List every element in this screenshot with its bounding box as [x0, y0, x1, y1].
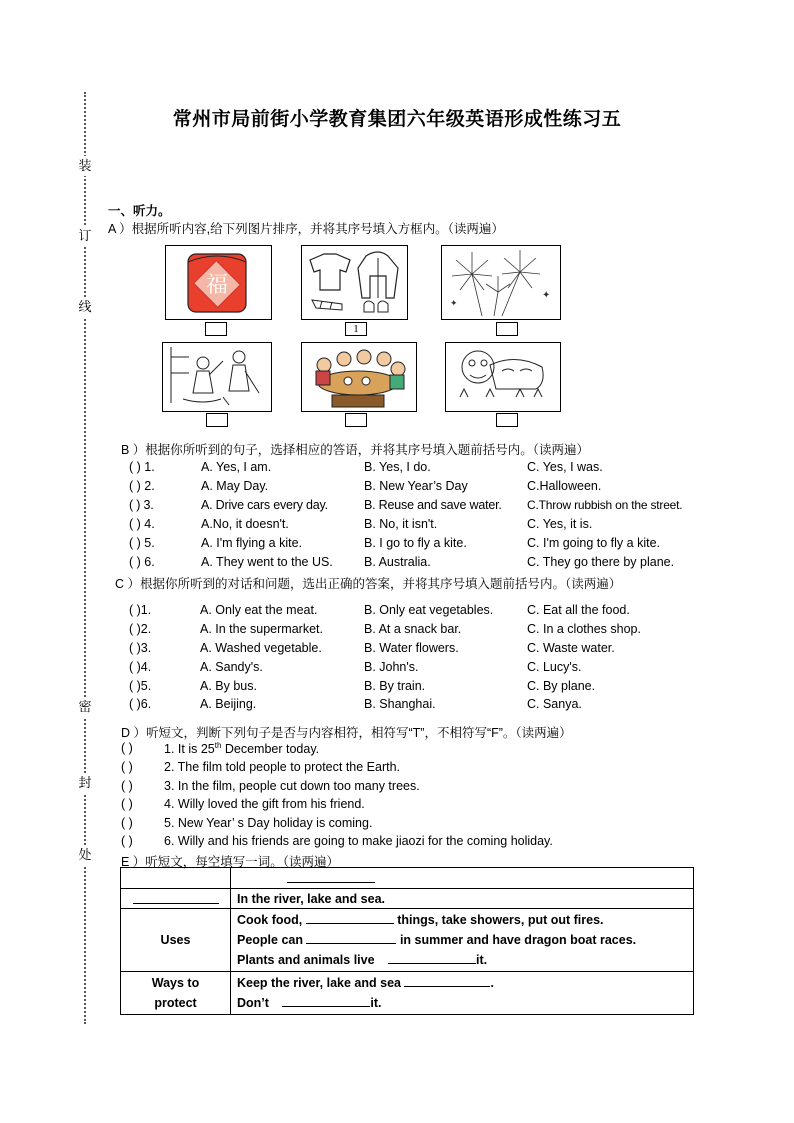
question-number[interactable]: ( )4. [129, 660, 152, 674]
ways-text: Keep the river, lake and sea [237, 976, 405, 990]
option-b: B. Reuse and save water. [364, 498, 502, 512]
svg-text:✦: ✦ [542, 290, 551, 301]
tf-statement: 6. Willy and his friends are going to make jiaozi for the coming holiday. [164, 834, 553, 848]
option-a: A. Beijing. [200, 697, 257, 711]
cleaning-house-picture [162, 342, 272, 412]
binding-char: 装 [77, 156, 93, 176]
part-e-instruction: E ）听短文，每空填写一词。（读两遍） [121, 855, 340, 869]
tf-paren[interactable]: ( ) [121, 760, 133, 774]
ways-text: Don’t [237, 996, 273, 1010]
lion-dance-icon [446, 343, 559, 410]
option-a: A. By bus. [200, 679, 257, 693]
part-d-instruction: D ）听短文，判断下列句子是否与内容相符，相符写“T”，不相符写“F”。（读两遍） [121, 726, 572, 740]
uses-text: things, take showers, put out fires. [393, 913, 604, 927]
question-row [129, 555, 699, 571]
fill-in-table [120, 867, 694, 1015]
tf-statement: 2. The film told people to protect the Earth. [164, 760, 401, 774]
question-number[interactable]: ( ) 3. [129, 498, 154, 512]
option-b: B. At a snack bar. [364, 622, 462, 636]
tf-paren[interactable]: ( ) [121, 797, 133, 811]
option-c: C.Halloween. [527, 479, 602, 493]
question-number[interactable]: ( ) 2. [129, 479, 155, 493]
option-a: A. Sandy's. [200, 660, 263, 674]
option-c: C. I'm going to fly a kite. [527, 536, 660, 550]
winter-clothes-icon [302, 246, 406, 318]
tf-paren[interactable]: ( ) [121, 816, 133, 830]
option-a: A. They went to the US. [201, 555, 333, 569]
lucky-bag-picture [165, 245, 272, 320]
binding-char: 处 [77, 845, 93, 865]
tf-statement: 5. New Year’ s Day holiday is coming. [164, 816, 373, 830]
question-row [129, 460, 699, 476]
option-b: B. No, it isn't. [364, 517, 438, 531]
part-a-instruction: A ）根据所听内容,给下列图片排序，并将其序号填入方框内。（读两遍） [108, 222, 504, 236]
tf-row [121, 741, 681, 757]
cleaning-house-icon [163, 343, 270, 410]
option-b: B. By train. [364, 679, 426, 693]
tf-statement-tail: December today. [221, 742, 320, 757]
tf-row [121, 834, 681, 850]
option-b: B. John's. [364, 660, 419, 674]
option-b: B. Shanghai. [364, 697, 436, 711]
tf-superscript: th [214, 741, 222, 750]
uses-text: People can [237, 933, 307, 947]
table-cell: In the river, lake and sea. [231, 889, 694, 909]
question-number[interactable]: ( )5. [129, 679, 152, 693]
option-a: A. In the supermarket. [200, 622, 323, 636]
table-cell [121, 889, 231, 909]
binding-char: 封 [77, 773, 93, 793]
question-number[interactable]: ( ) 1. [129, 460, 155, 474]
binding-char: 线 [77, 297, 93, 317]
answer-box[interactable] [205, 322, 227, 336]
question-row [129, 622, 699, 638]
option-b: B. New Year’s Day [364, 479, 468, 493]
option-c: C. By plane. [527, 679, 596, 693]
option-c: C. Lucy's. [527, 660, 582, 674]
lucky-bag-icon [166, 246, 270, 318]
blank-line[interactable] [282, 994, 370, 1007]
family-dinner-icon [302, 343, 415, 410]
table-cell [121, 868, 231, 889]
option-c: C.Throw rubbish on the street. [527, 498, 683, 512]
question-row [129, 479, 699, 495]
part-c-instruction: C ）根据你所听到的对话和问题，选出正确的答案，并将其序号填入题前括号内。（读两遍） [115, 577, 622, 591]
option-c: C. Waste water. [527, 641, 615, 655]
family-dinner-picture [301, 342, 417, 412]
tf-row [121, 816, 681, 832]
tf-paren[interactable]: ( ) [121, 779, 133, 793]
section-heading: 一、听力。 [108, 204, 171, 218]
svg-text:✦: ✦ [450, 298, 458, 308]
question-row [129, 536, 699, 552]
ways-label: Ways to [151, 976, 200, 990]
question-row [129, 697, 699, 713]
question-row [129, 498, 699, 514]
option-b: B. I go to fly a kite. [364, 536, 467, 550]
question-number[interactable]: ( )6. [129, 697, 152, 711]
svg-text:福: 福 [205, 273, 229, 298]
ways-text: it. [370, 996, 382, 1010]
blank-line[interactable] [388, 951, 476, 964]
lion-dance-picture [445, 342, 561, 412]
fireworks-picture [441, 245, 561, 320]
ways-text: . [490, 976, 494, 990]
ways-label-cell [121, 972, 231, 1015]
uses-cell [231, 909, 694, 972]
binding-char: 密 [77, 697, 93, 717]
blank-line[interactable] [306, 911, 394, 924]
answer-box[interactable] [496, 413, 518, 427]
fireworks-icon [442, 246, 559, 318]
answer-box[interactable] [496, 322, 518, 336]
option-a: A. I'm flying a kite. [201, 536, 303, 550]
tf-paren[interactable]: ( ) [121, 741, 133, 755]
binding-char: 订 [77, 226, 93, 246]
blank-line[interactable] [404, 974, 490, 987]
uses-text: Cook food, [237, 913, 306, 927]
table-cell [231, 868, 694, 889]
question-number[interactable]: ( ) 4. [129, 517, 155, 531]
option-a: A.No, it doesn't. [201, 517, 289, 531]
option-c: C. Eat all the food. [527, 603, 630, 617]
question-row [129, 679, 699, 695]
question-number[interactable]: ( )3. [129, 641, 152, 655]
option-a: A. Yes, I am. [201, 460, 272, 474]
question-number[interactable]: ( )1. [129, 603, 152, 617]
option-c: C. In a clothes shop. [527, 622, 641, 636]
option-a: A. Washed vegetable. [200, 641, 322, 655]
blank-line[interactable] [133, 891, 219, 904]
option-b: B. Yes, I do. [364, 460, 431, 474]
answer-box[interactable]: 1 [345, 322, 367, 336]
ways-cell [231, 972, 694, 1015]
question-row [129, 660, 699, 676]
tf-row [121, 797, 681, 813]
option-b: B. Australia. [364, 555, 431, 569]
option-b: B. Water flowers. [364, 641, 459, 655]
option-c: C. Yes, I was. [527, 460, 603, 474]
option-c: C. They go there by plane. [527, 555, 675, 569]
option-c: C. Sanya. [527, 697, 582, 711]
option-c: C. Yes, it is. [527, 517, 593, 531]
question-number[interactable]: ( ) 5. [129, 536, 155, 550]
uses-label: Uses [121, 909, 231, 972]
question-number[interactable]: ( ) 6. [129, 555, 155, 569]
question-row [129, 641, 699, 657]
tf-statement: 3. In the film, people cut down too many trees. [164, 779, 420, 793]
uses-text: Plants and animals live [237, 953, 379, 967]
question-number[interactable]: ( )2. [129, 622, 152, 636]
tf-statement: 4. Willy loved the gift from his friend. [164, 797, 365, 811]
option-a: A. Drive cars every day. [201, 498, 328, 512]
answer-box[interactable] [345, 413, 367, 427]
tf-statement: 1. It is 25 [164, 742, 215, 757]
blank-line[interactable] [287, 870, 375, 883]
tf-row [121, 779, 681, 795]
part-b-instruction: B ）根据你所听到的句子，选择相应的答语，并将其序号填入题前括号内。（读两遍） [121, 443, 590, 457]
uses-text: it. [476, 953, 488, 967]
blank-line[interactable] [306, 931, 396, 944]
option-b: B. Only eat vegetables. [364, 603, 494, 617]
page-title: 常州市局前街小学教育集团六年级英语形成性练习五 [172, 109, 622, 130]
tf-row [121, 760, 681, 776]
question-row [129, 603, 699, 619]
ways-label: protect [154, 996, 197, 1010]
uses-text: in summer and have dragon boat races. [396, 933, 637, 947]
winter-clothes-picture [301, 245, 408, 320]
question-row [129, 517, 699, 533]
option-a: A. Only eat the meat. [200, 603, 318, 617]
answer-box[interactable] [206, 413, 228, 427]
tf-paren[interactable]: ( ) [121, 834, 133, 848]
option-a: A. May Day. [201, 479, 269, 493]
